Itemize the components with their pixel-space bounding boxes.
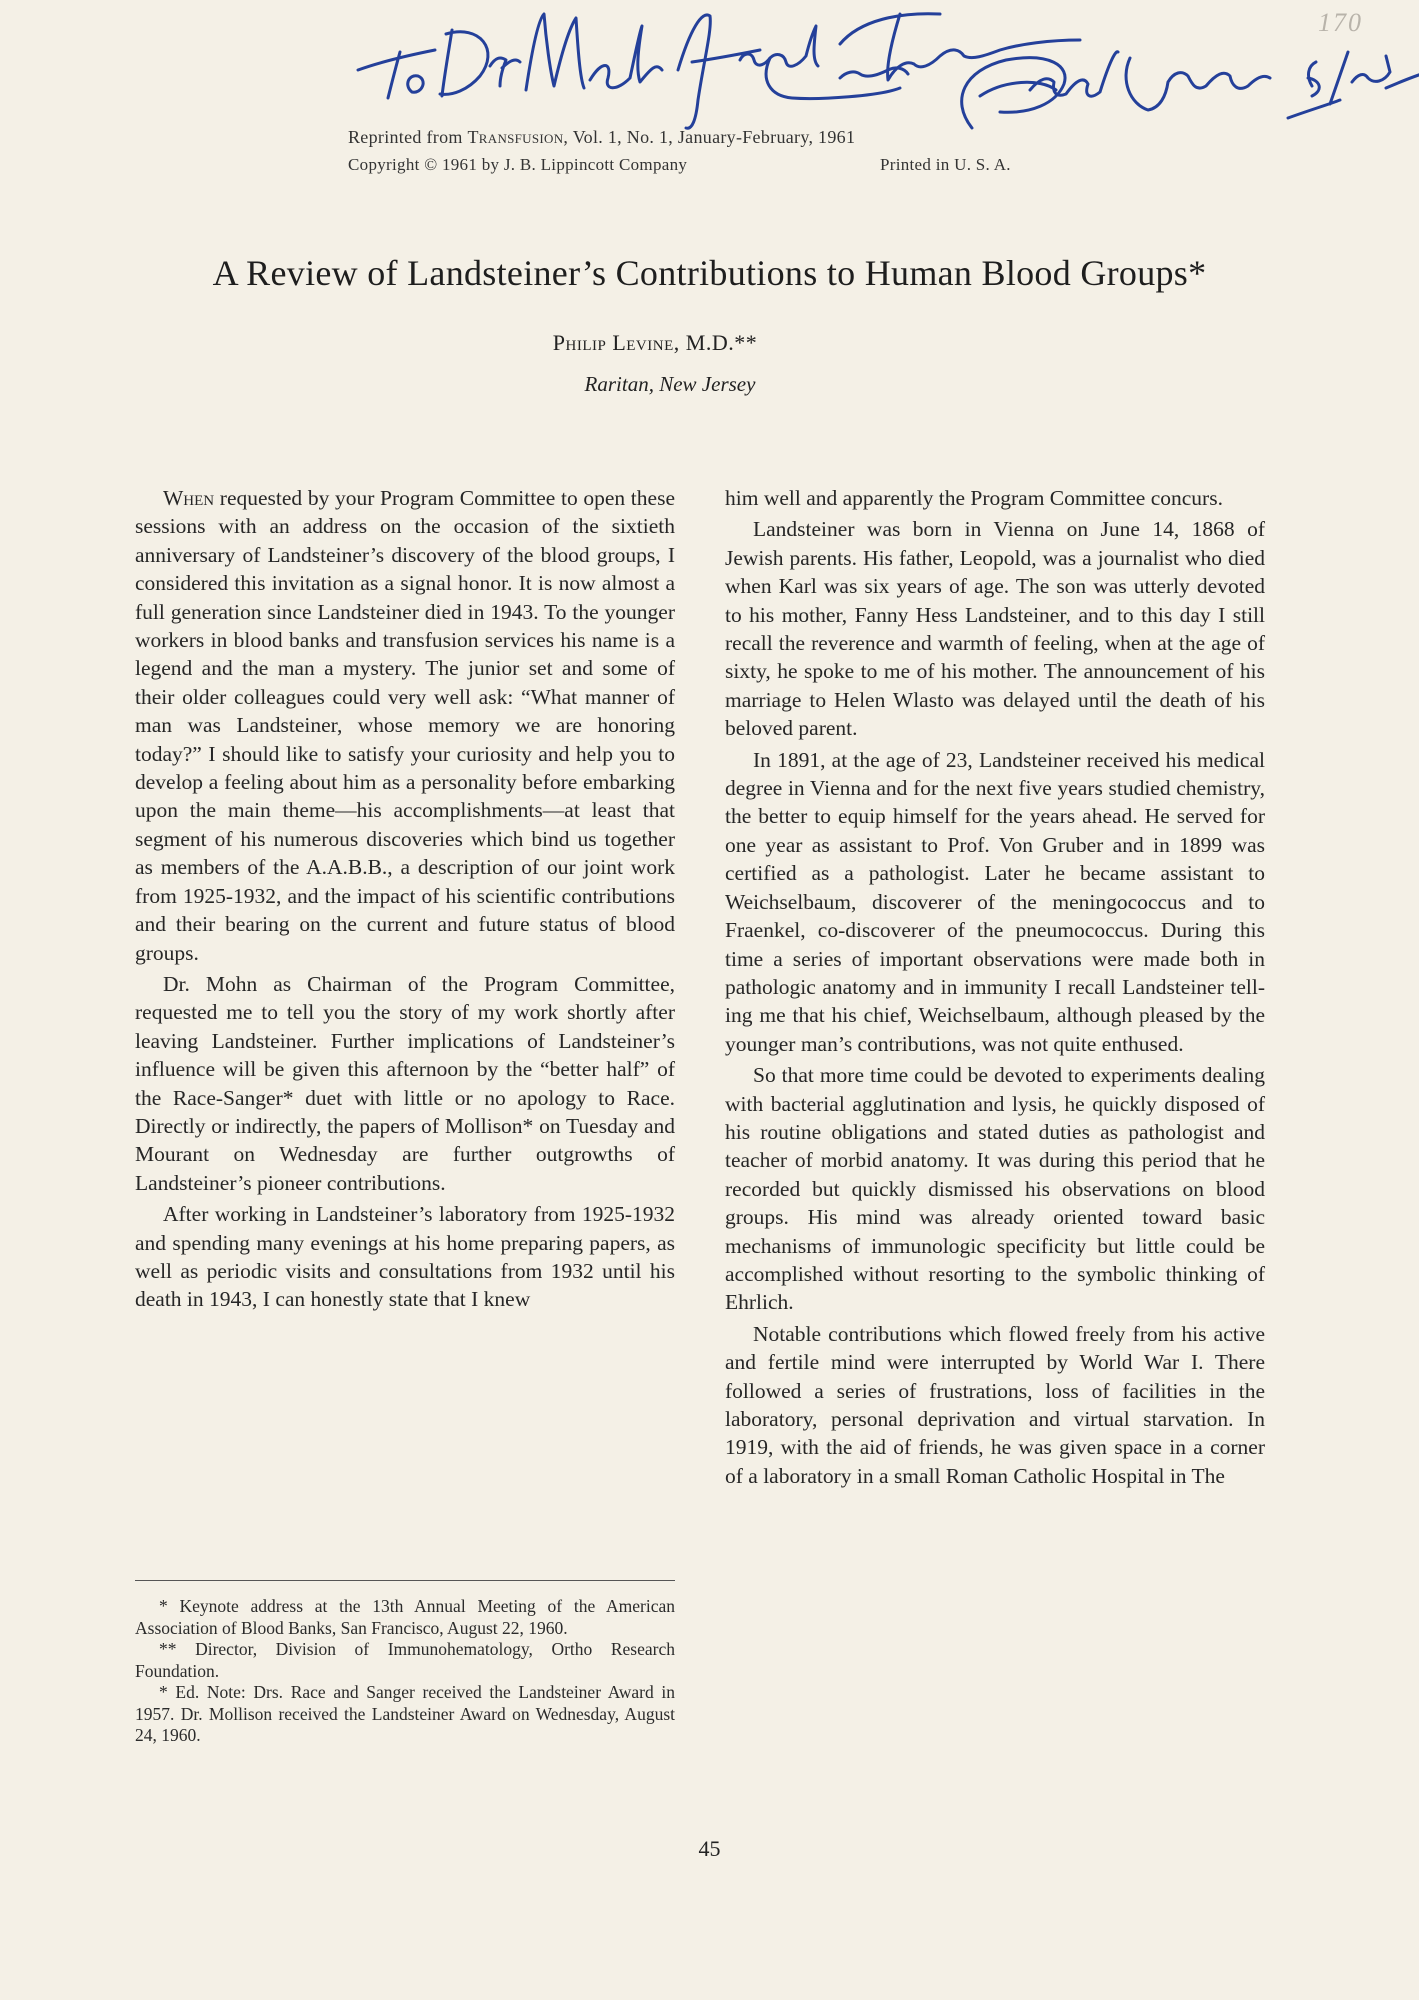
author-affiliation: Raritan, New Jersey bbox=[584, 372, 756, 396]
footnote: * Ed. Note: Drs. Race and Sanger received the Landsteiner Award in 1957. Dr. Mollison received the Landsteiner Award on Wednesday, August 24, 1960. bbox=[135, 1682, 675, 1745]
journal-name: Transfusion bbox=[467, 127, 564, 147]
reprint-prefix: Reprinted from bbox=[348, 127, 468, 147]
paragraph: In 1891, at the age of 23, Landsteiner received his medical degree in Vienna and for the next five years studied chemistry, the better to equip himself for the years ahead. He served for one year as assistant to Prof. Von Gruber and in 1899 was certified as a pathologist. Later he became assistant to Weichselbaum, discoverer of the meningococcus and to Fraenkel, co-discoverer of the pneumococcus. During this time a series of important observations were made both in pathologic anatomy and in immunity I recall Landsteiner telling me that his chief, Weichselbaum, although pleased by the younger man’s contributions, was not quite enthused. bbox=[725, 747, 1265, 1056]
printed-line: Printed in U. S. A. bbox=[880, 155, 1011, 174]
copyright-line: Copyright © 1961 by J. B. Lippincott Company bbox=[348, 155, 688, 174]
footnotes bbox=[135, 1596, 675, 1747]
author-line bbox=[0, 330, 1310, 356]
paragraph: Landsteiner was born in Vienna on June 14, 1868 of Jewish parents. His father, Leopold, was a journalist who died when Karl was six years of age. The son was utterly devoted to his mother, Fanny Hess Landsteiner, and to this day I still recall the reverence and warmth of feeling, when at the age of sixty, he spoke to me of his mother. The announcement of his marriage to Helen Wlasto was delayed until the death of his beloved parent. bbox=[725, 517, 1265, 741]
article-title: A Review of Landsteiner’s Contributions to Human Blood Groups* bbox=[212, 253, 1207, 293]
lead-word: When bbox=[163, 486, 215, 510]
paragraph: Dr. Mohn as Chairman of the Program Committee, requested me to tell you the story of my work shortly after leaving Landsteiner. Further implications of Landsteiner’s influence will be given this afternoon by the “better half” of the Race-Sanger* duet with little or no apology to Race. Directly or indirectly, the papers of Mollison* on Tuesday and Mourant on Wednesday are further outgrowths of Landsteiner’s pioneer contributions. bbox=[135, 971, 675, 1195]
right-column bbox=[725, 484, 1265, 1493]
author-name: Philip Levine bbox=[552, 330, 674, 355]
page-number: 45 bbox=[698, 1836, 721, 1861]
paragraph bbox=[135, 484, 675, 967]
footnote: * Keynote address at the 13th Annual Meeting of the American Association of Blood Banks, San Francisco, August 22, 1960. bbox=[135, 1596, 675, 1638]
paragraph: After working in Landsteiner’s laboratory from 1925-1932 and spending many evenings at his home preparing papers, as well as periodic visits and consultations from 1932 until his death in 1943, I can honestly state that I knew bbox=[135, 1202, 675, 1312]
left-column bbox=[135, 484, 675, 1317]
paragraph: So that more time could be devoted to experiments dealing with bacterial agglutination and lysis, he quickly disposed of his routine obligations and stated duties as pathologist and teacher of morbid anatomy. It was during this period that he recorded but quickly dismissed his observations on blood groups. His mind was already oriented toward basic mechanisms of immunologic specificity but little could be accomplished without resorting to the symbolic thinking of Ehrlich. bbox=[725, 1063, 1265, 1315]
reprint-issue: , Vol. 1, No. 1, January-February, 1961 bbox=[563, 127, 856, 147]
author-suffix: , M.D.** bbox=[673, 330, 758, 355]
footnote: ** Director, Division of Immunohematology, Ortho Research Foundation. bbox=[135, 1639, 675, 1681]
paragraph: him well and apparently the Program Committee concurs. bbox=[725, 486, 1223, 510]
footnote-divider bbox=[135, 1580, 675, 1581]
pencil-page-mark: 170 bbox=[1318, 8, 1363, 37]
paragraph: Notable contributions which flowed freely from his active and fertile mind were interrupted by World War I. There followed a series of frustrations, loss of facilities in the laboratory, personal deprivation and virtual starvation. In 1919, with the aid of friends, he was given space in a corner of a laboratory in a small Roman Catholic Hospital in The bbox=[725, 1321, 1265, 1488]
reprint-line bbox=[348, 127, 855, 148]
handwritten-inscription bbox=[340, 0, 1419, 140]
paragraph-text: requested by your Program Committee to open these sessions with an address on the occasion of the sixtieth anniversary of Landsteiner’s discovery of the blood groups, I considered this invitation as a signal honor. It is now almost a full generation since Landsteiner died in 1943. To the younger workers in blood banks and transfusion services his name is a legend and the man a mystery. The junior set and some of their older colleagues could very well ask: “What manner of man was Landsteiner, whose memory we are honoring today?” I should like to satisfy your curiosity and help you to develop a feeling about him as a personality before embarking upon the main theme—his accomplishments—at least that segment of his numerous discoveries which bind us together as members of the A.A.B.B., a description of our joint work from 1925-1932, and the impact of his scientific contributions and their bearing on the current and future status of blood groups. bbox=[135, 486, 675, 965]
